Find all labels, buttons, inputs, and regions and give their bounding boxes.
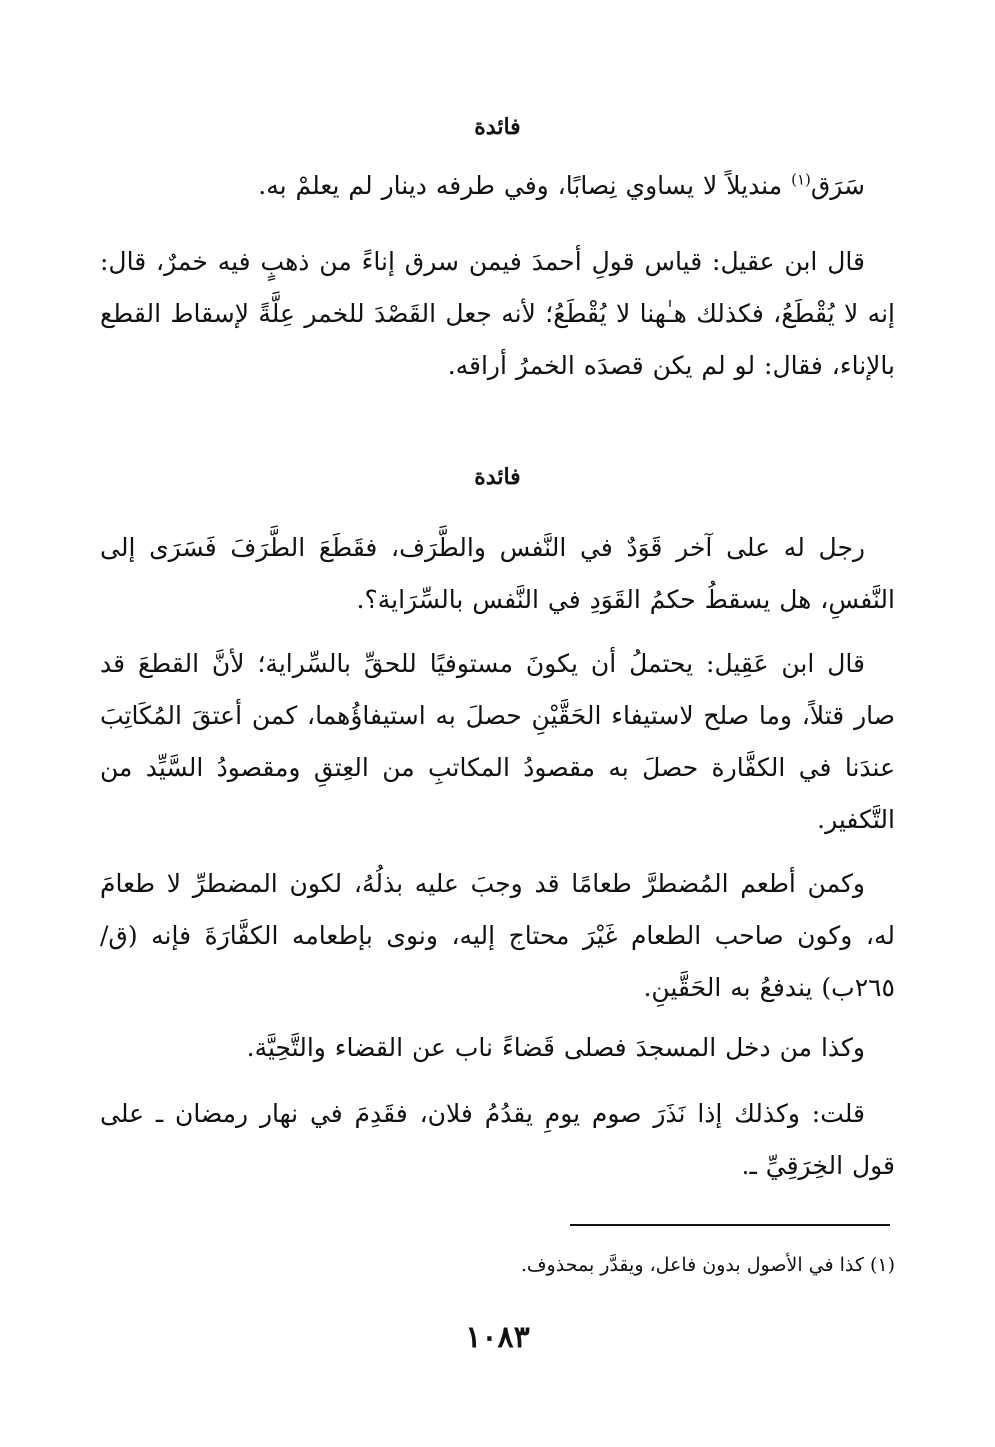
page-number: ١٠٨٣ [465,1320,530,1355]
paragraph-mudtarr: وكمن أطعم المُضطرَّ طعامًا قد وجبَ عليه بذلُهُ، لكون المضطرِّ لا طعامَ له، وكون صاحب الطعام غَيْرَ محتاج إليه، ونوى بإطعامه الكفَّارَةَ فإنه (ق/٢٦٥ب) يندفعُ به الحَقَّينِ. [100,869,895,1002]
section-heading-2: فائدة [474,464,521,490]
paragraph-ibn-aqil-sirayah: قال ابن عَقِيل: يحتملُ أن يكونَ مستوفيًا للحقِّ بالسِّراية؛ لأنَّ القطعَ قد صار قتلاً، وما صلح لاستيفاء الحَقَّيْنِ حصلَ به استيفاؤُهما، كمن أعتقَ المُكَاتِبَ عندَنا في الكفَّارة حصلَ به مقصودُ المكاتبِ من العِتقِ ومقصودُ السَّيِّد من التَّكفير. [100,649,895,834]
paragraph-qawad: رجل له على آخر قَوَدٌ في النَّفس والطَّرَف، فقَطَعَ الطَّرَفَ فَسَرَى إلى النَّفسِ، هل يسقطُ حكمُ القَوَدِ في النَّفس بالسِّرَاية؟. [100,533,895,614]
footnote-marker: (١) [791,170,811,189]
paragraph-theft-handkerchief [100,160,895,212]
section-heading-1: فائدة [474,114,521,140]
paragraph-masjid: وكذا من دخل المسجدَ فصلى قَضاءً ناب عن القضاء والتَّحِيَّة. [246,1033,865,1062]
text-segment: منديلاً لا يساوي نِصابًا، وفي طرفه دينار لم يعلمْ به. [258,171,792,200]
footnote: (١) كذا في الأصول بدون فاعل، ويقدَّر بمحذوف. [520,1254,895,1276]
footnote-separator [570,1224,890,1226]
paragraph-ibn-aqil-vessel: قال ابن عقيل: قياس قولِ أحمدَ فيمن سرق إناءً من ذهبٍ فيه خمرٌ، قال: إنه لا يُقْطَعُ، فكذلك هـٰهنا لا يُقْطَعُ؛ لأنه جعل القَصْدَ للخمر عِلَّةً لإسقاط القطع بالإناء، فقال: لو لم يكن قصدَه الخمرُ أراقه. [100,247,895,380]
text-segment: سَرَق [810,171,865,200]
paragraph-nadhr: قلت: وكذلك إذا نَذَرَ صوم يومِ يقدُمُ فلان، فقَدِمَ في نهار رمضان ـ على قول الخِرَقِيِّ ـ. [100,1099,895,1180]
